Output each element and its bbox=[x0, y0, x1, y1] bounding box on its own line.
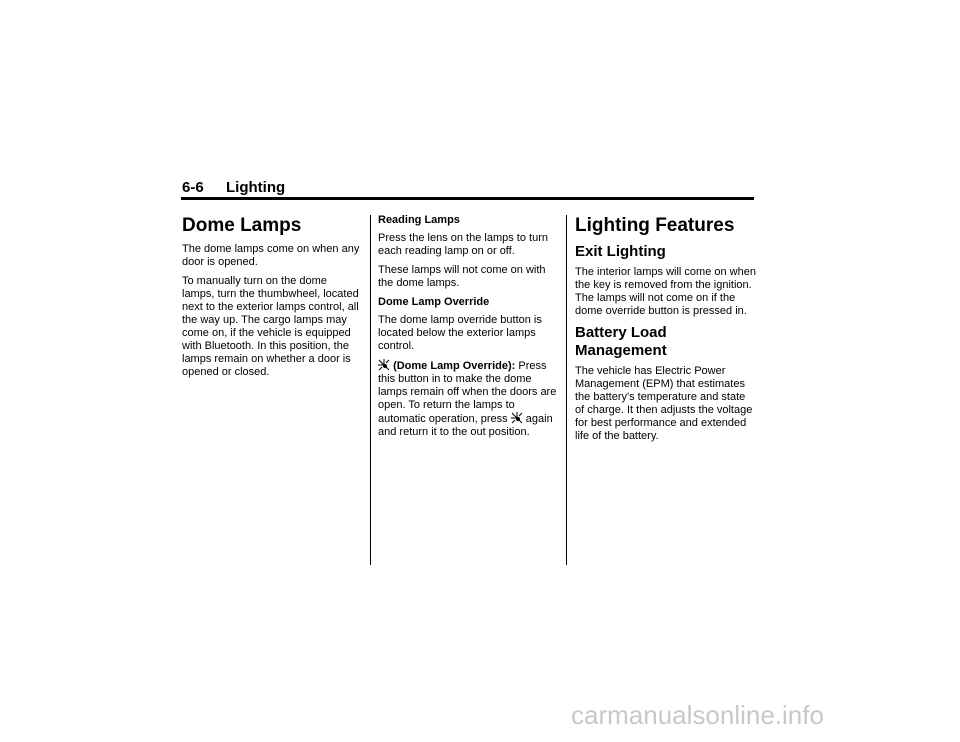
heading-lighting-features: Lighting Features bbox=[575, 215, 735, 236]
paragraph: The vehicle has Electric Power Management (EPM) that estimates the battery's temperature and state of charge. It then adjusts the voltage for best performance and extended life of the battery. bbox=[575, 365, 753, 442]
dome-lamp-override-icon bbox=[511, 412, 523, 424]
override-label: (Dome Lamp Override): bbox=[393, 360, 516, 372]
paragraph: To manually turn on the dome lamps, turn the thumbwheel, located next to the exterior lamps control, all the way up. The cargo lamps may come on, if the vehicle is equipped with Bluetooth. In this position, the lamps remain on whether a door is opened or closed. bbox=[182, 275, 359, 378]
paragraph: Press the lens on the lamps to turn each reading lamp on or off. bbox=[378, 232, 548, 257]
override-text-b: again and return it to the out position. bbox=[378, 413, 553, 438]
page-number: 6-6 bbox=[182, 179, 204, 196]
watermark: carmanualsonline.info bbox=[571, 700, 824, 730]
subheading-reading-lamps: Reading Lamps bbox=[378, 214, 460, 226]
paragraph: The dome lamps come on when any door is opened. bbox=[182, 243, 360, 268]
column-divider-2 bbox=[566, 215, 567, 565]
heading-dome-lamps: Dome Lamps bbox=[182, 215, 302, 236]
heading-exit-lighting: Exit Lighting bbox=[575, 243, 666, 260]
page-header bbox=[181, 178, 754, 200]
column-2 bbox=[378, 214, 558, 445]
section-title: Lighting bbox=[226, 179, 286, 196]
paragraph: These lamps will not come on with the dome lamps. bbox=[378, 264, 546, 289]
paragraph: The interior lamps will come on when the key is removed from the ignition. The lamps will not come on if the dome override button is pressed in. bbox=[575, 266, 756, 317]
override-paragraph bbox=[378, 359, 558, 439]
dome-lamp-override-icon bbox=[378, 359, 390, 371]
column-3 bbox=[575, 214, 757, 449]
heading-battery-load-management: Battery Load Management bbox=[575, 324, 667, 359]
paragraph: The dome lamp override button is located below the exterior lamps control. bbox=[378, 314, 542, 352]
subheading-dome-lamp-override: Dome Lamp Override bbox=[378, 296, 490, 308]
column-1 bbox=[182, 214, 362, 385]
column-divider-1 bbox=[370, 215, 371, 565]
override-text-a: Press this button in to make the dome lamps remain off when the doors are open. To return the lamps to automatic operation, press bbox=[378, 360, 557, 425]
